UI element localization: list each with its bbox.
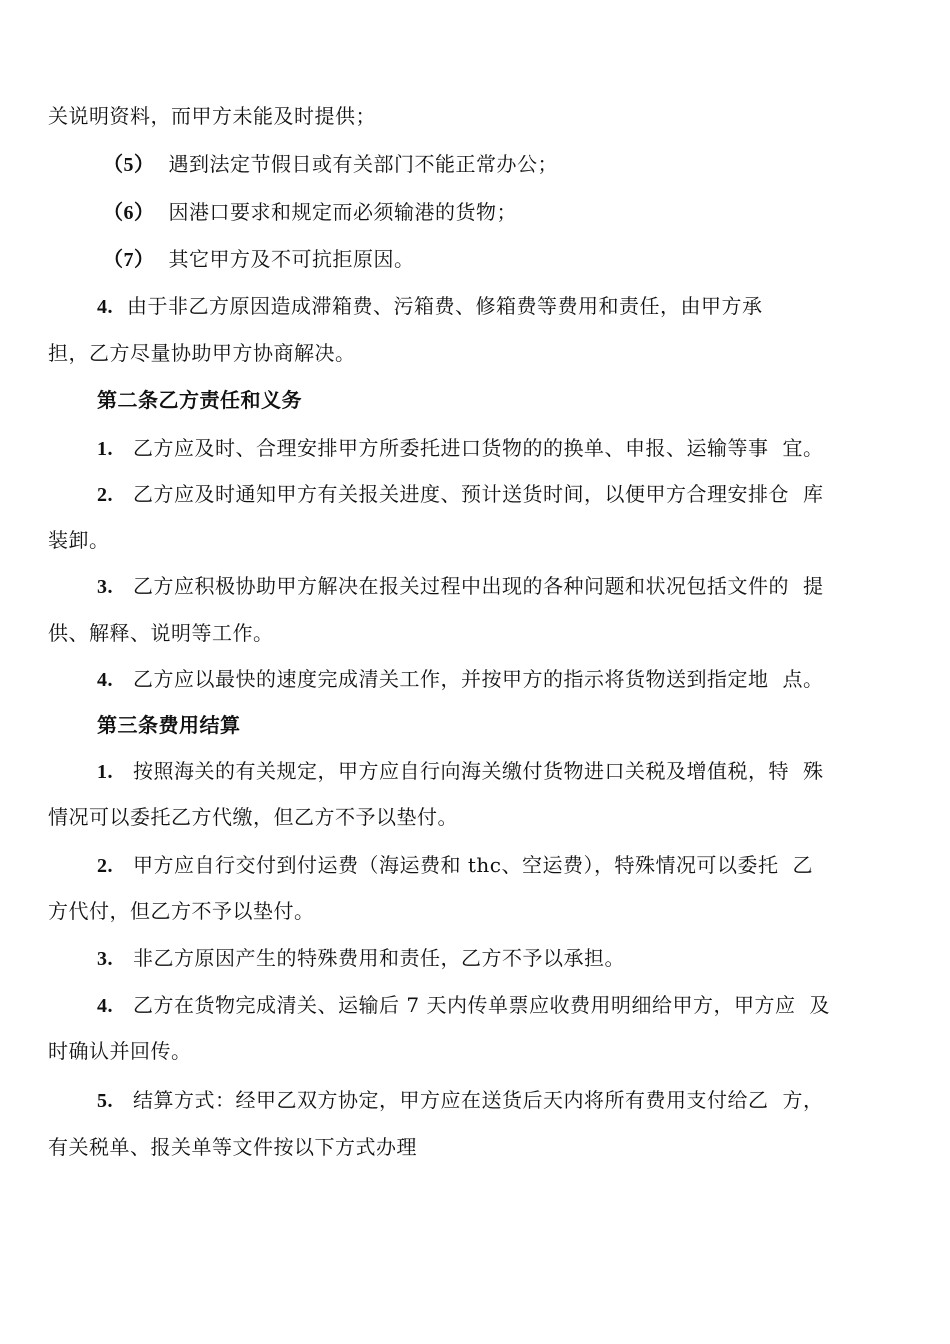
item-text: 非乙方原因产生的特殊费用和责任，乙方不予以承担。 <box>133 946 625 970</box>
item-text-tail: 库 <box>803 482 824 506</box>
paragraph-line <box>97 574 824 599</box>
item-text-tail: 及 <box>809 993 830 1017</box>
item-text: 担，乙方尽量协助甲方协商解决。 <box>48 341 356 365</box>
item-text: 遇到法定节假日或有关部门不能正常办公； <box>168 152 558 176</box>
paragraph-continuation <box>48 1135 417 1159</box>
item-number: 2. <box>97 855 113 877</box>
section-heading: 第三条费用结算 <box>97 713 241 737</box>
item-number: 4. <box>97 995 113 1017</box>
item-number: 1. <box>97 761 113 783</box>
item-number: 4. <box>97 669 113 691</box>
item-text: 由于非乙方原因造成滞箱费、污箱费、修箱费等费用和责任，由甲方承 <box>127 294 763 318</box>
paragraph-line <box>97 482 824 507</box>
item-number: （5） <box>103 154 155 176</box>
paragraph-line <box>97 294 763 319</box>
paragraph-continuation <box>48 621 274 645</box>
list-item <box>103 247 415 272</box>
item-text: 结算方式：经甲乙双方协定，甲方应在送货后天内将所有费用支付给乙 <box>133 1088 769 1112</box>
item-number: （6） <box>103 202 155 224</box>
item-text: 其它甲方及不可抗拒原因。 <box>168 247 415 271</box>
item-text: 因港口要求和规定而必须输港的货物； <box>168 200 517 224</box>
item-text-tail: 宜。 <box>782 436 824 460</box>
item-text-tail: 殊 <box>803 759 824 783</box>
item-text: 甲方应自行交付到付运费（海运费和 thc、空运费），特殊情况可以委托 <box>133 853 779 877</box>
paragraph-line <box>97 993 830 1018</box>
item-text: 乙方应积极协助甲方解决在报关过程中出现的各种问题和状况包括文件的 <box>133 574 789 598</box>
paragraph-continuation <box>48 899 315 923</box>
paragraph-continuation <box>48 528 110 552</box>
paragraph-line <box>97 1088 824 1113</box>
item-number: 2. <box>97 484 113 506</box>
paragraph-line <box>97 436 824 461</box>
item-number: 1. <box>97 438 113 460</box>
paragraph-continuation <box>48 341 356 365</box>
paragraph-line <box>97 759 824 784</box>
item-text: 按照海关的有关规定，甲方应自行向海关缴付货物进口关税及增值税，特 <box>133 759 789 783</box>
item-text: 装卸。 <box>48 528 110 552</box>
text-line <box>48 104 376 128</box>
list-item <box>103 200 517 225</box>
item-text: 乙方应及时通知甲方有关报关进度、预计送货时间，以便甲方合理安排仓 <box>133 482 789 506</box>
item-text-tail: 提 <box>803 574 824 598</box>
item-text: 有关税单、报关单等文件按以下方式办理 <box>48 1135 417 1159</box>
item-number: 3. <box>97 576 113 598</box>
item-text: 供、解释、说明等工作。 <box>48 621 274 645</box>
paragraph-continuation <box>48 805 458 829</box>
paragraph-line <box>97 853 813 878</box>
item-number: 5. <box>97 1090 113 1112</box>
paragraph-line <box>97 667 824 692</box>
list-item <box>103 152 558 177</box>
item-text: 乙方应以最快的速度完成清关工作，并按甲方的指示将货物送到指定地 <box>133 667 769 691</box>
item-text-tail: 点。 <box>782 667 824 691</box>
item-text: 时确认并回传。 <box>48 1039 192 1063</box>
item-text: 乙方应及时、合理安排甲方所委托进口货物的的换单、申报、运输等事 <box>133 436 769 460</box>
item-text: 方代付，但乙方不予以垫付。 <box>48 899 315 923</box>
continued-sentence: 关说明资料，而甲方未能及时提供； <box>48 104 376 128</box>
item-number: 3. <box>97 948 113 970</box>
item-text: 情况可以委托乙方代缴，但乙方不予以垫付。 <box>48 805 458 829</box>
item-text: 乙方在货物完成清关、运输后 7 天内传单票应收费用明细给甲方，甲方应 <box>133 993 796 1017</box>
item-text-tail: 乙 <box>792 853 813 877</box>
paragraph-continuation <box>48 1039 192 1063</box>
item-text-tail: 方， <box>782 1088 824 1112</box>
section-heading: 第二条乙方责任和义务 <box>97 388 302 412</box>
item-number: 4. <box>97 296 113 318</box>
paragraph-line <box>97 946 625 971</box>
item-number: （7） <box>103 249 155 271</box>
